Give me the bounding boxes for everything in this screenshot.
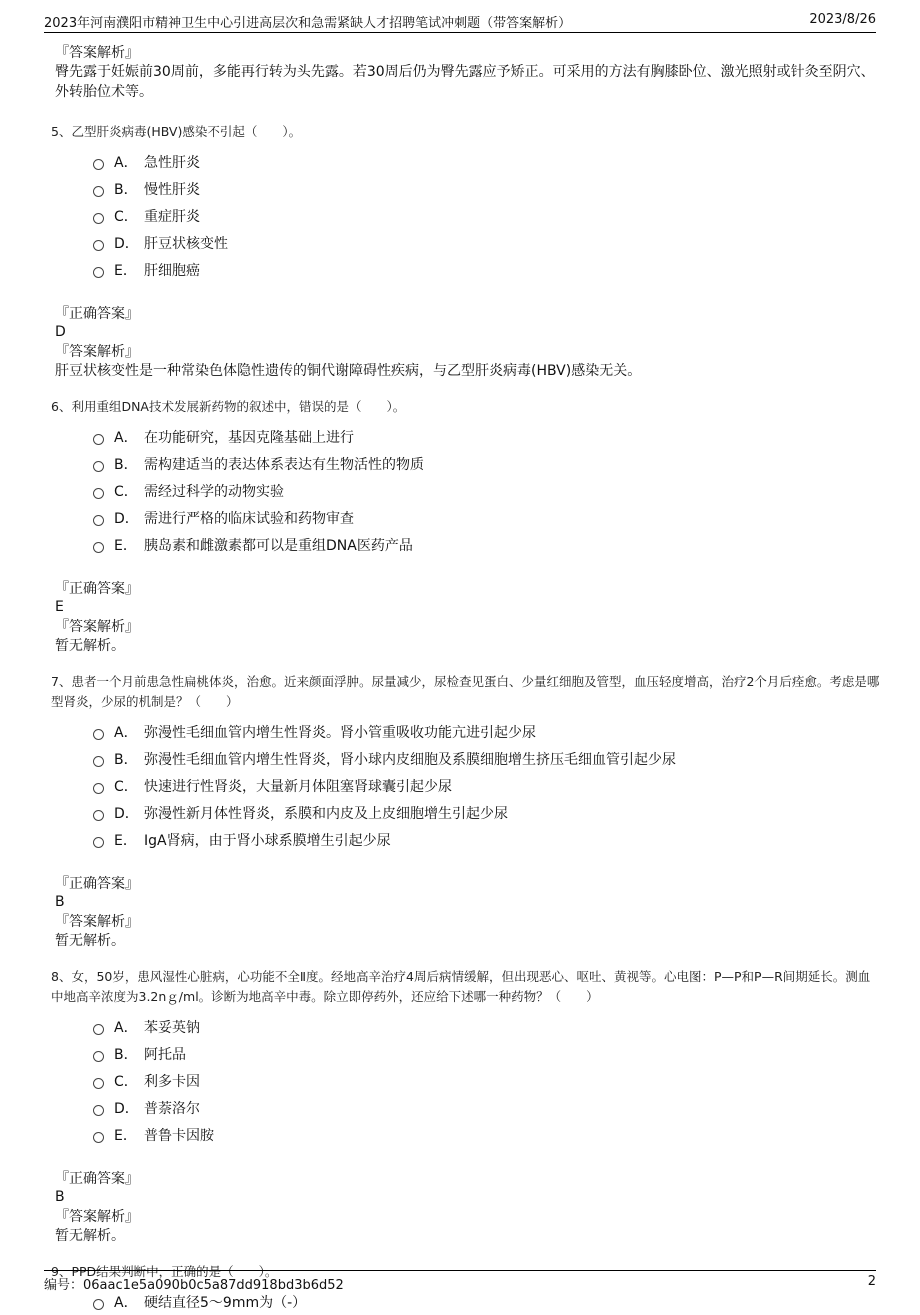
option-item[interactable]: A． 弥漫性毛细血管内增生性肾炎。肾小管重吸收功能亢进引起少尿 — [93, 718, 881, 745]
radio-icon[interactable] — [93, 461, 104, 472]
option-item[interactable]: C． 需经过科学的动物实验 — [93, 477, 881, 504]
option-item[interactable]: B． 需构建适当的表达体系表达有生物活性的物质 — [93, 450, 881, 477]
radio-icon[interactable] — [93, 515, 104, 526]
page-header — [44, 10, 876, 33]
option-item[interactable]: B． 阿托品 — [93, 1040, 881, 1067]
radio-icon[interactable] — [93, 1051, 104, 1062]
analysis-label: 『答案解析』 — [55, 914, 139, 930]
option-list — [93, 423, 881, 558]
option-item[interactable]: C． 重症肝炎 — [93, 202, 881, 229]
document-body — [51, 44, 881, 1315]
analysis-text: 肝豆状核变性是一种常染色体隐性遗传的铜代谢障碍性疾病，与乙型肝炎病毒(HBV)感染无关。 — [55, 363, 642, 379]
radio-icon[interactable] — [93, 837, 104, 848]
radio-icon[interactable] — [93, 240, 104, 251]
document-date: 2023/8/26 — [809, 12, 876, 27]
document-title: 2023年河南濮阳市精神卫生中心引进高层次和急需紧缺人才招聘笔试冲刺题（带答案解析） — [44, 16, 572, 31]
answer-value: B — [55, 894, 65, 910]
page-number: 2 — [867, 1274, 876, 1289]
analysis-text: 暂无解析。 — [55, 1228, 125, 1244]
answer-value: E — [55, 599, 64, 615]
question-stem: 6、利用重组DNA技术发展新药物的叙述中，错误的是（ ）。 — [51, 399, 406, 414]
option-item[interactable]: E． 肝细胞癌 — [93, 256, 881, 283]
radio-icon[interactable] — [93, 783, 104, 794]
analysis-label: 『答案解析』 — [55, 1209, 139, 1225]
option-item[interactable]: E． 胰岛素和雌激素都可以是重组DNA医药产品 — [93, 531, 881, 558]
option-item[interactable]: A． 急性肝炎 — [93, 148, 881, 175]
radio-icon[interactable] — [93, 186, 104, 197]
option-item[interactable]: D． 弥漫性新月体性肾炎，系膜和内皮及上皮细胞增生引起少尿 — [93, 799, 881, 826]
answer-label: 『正确答案』 — [55, 581, 139, 597]
analysis-text: 臀先露于妊娠前30周前，多能再行转为头先露。若30周后仍为臀先露应予矫正。可采用的方法有胸膝卧位、激光照射或针灸至阴穴、外转胎位术等。 — [55, 64, 875, 100]
radio-icon[interactable] — [93, 1105, 104, 1116]
option-item[interactable]: E． 普鲁卡因胺 — [93, 1121, 881, 1148]
answer-label: 『正确答案』 — [55, 306, 139, 322]
option-item[interactable]: B． 慢性肝炎 — [93, 175, 881, 202]
radio-icon[interactable] — [93, 756, 104, 767]
analysis-label: 『答案解析』 — [55, 45, 139, 61]
analysis-text: 暂无解析。 — [55, 638, 125, 654]
radio-icon[interactable] — [93, 1078, 104, 1089]
option-item[interactable]: C． 利多卡因 — [93, 1067, 881, 1094]
question-stem: 8、女，50岁，患风湿性心脏病，心功能不全Ⅱ度。经地高辛治疗4周后病情缓解，但出现恶心、呕吐、黄视等。心电图：P—P和P—R间期延长。测血中地高辛浓度为3.2nｇ/ml。诊断为地高辛中毒。除立即停药外，还应给下述哪一种药物？（ ） — [51, 969, 871, 1004]
analysis-label: 『答案解析』 — [55, 619, 139, 635]
option-item[interactable]: D． 需进行严格的临床试验和药物审查 — [93, 504, 881, 531]
question-stem: 7、患者一个月前患急性扁桃体炎，治愈。近来颜面浮肿。尿量减少，尿检查见蛋白、少量红细胞及管型，血压轻度增高，治疗2个月后痊愈。考虑是哪型肾炎，少尿的机制是？（ ） — [51, 674, 880, 709]
option-item[interactable]: D． 普萘洛尔 — [93, 1094, 881, 1121]
option-item[interactable]: A． 苯妥英钠 — [93, 1013, 881, 1040]
question-stem: 9、PPD结果判断中，正确的是（ ）。 — [51, 1264, 278, 1279]
radio-icon[interactable] — [93, 267, 104, 278]
option-list — [93, 148, 881, 283]
radio-icon[interactable] — [93, 434, 104, 445]
radio-icon[interactable] — [93, 213, 104, 224]
option-item[interactable]: A． 在功能研究，基因克隆基础上进行 — [93, 423, 881, 450]
option-item[interactable]: A． 硬结直径5～9mm为（-） — [93, 1288, 881, 1315]
analysis-text: 暂无解析。 — [55, 933, 125, 949]
option-list — [93, 1013, 881, 1148]
option-item[interactable]: E． IgA肾病，由于肾小球系膜增生引起少尿 — [93, 826, 881, 853]
option-item[interactable]: B． 弥漫性毛细血管内增生性肾炎，肾小球内皮细胞及系膜细胞增生挤压毛细血管引起少尿 — [93, 745, 881, 772]
analysis-label: 『答案解析』 — [55, 344, 139, 360]
option-item[interactable]: C． 快速进行性肾炎，大量新月体阻塞肾球囊引起少尿 — [93, 772, 881, 799]
question-stem: 5、乙型肝炎病毒(HBV)感染不引起（ ）。 — [51, 124, 302, 139]
radio-icon[interactable] — [93, 1299, 104, 1310]
option-item[interactable]: D． 肝豆状核变性 — [93, 229, 881, 256]
option-list — [93, 718, 881, 853]
answer-label: 『正确答案』 — [55, 1171, 139, 1187]
radio-icon[interactable] — [93, 542, 104, 553]
radio-icon[interactable] — [93, 1024, 104, 1035]
radio-icon[interactable] — [93, 729, 104, 740]
radio-icon[interactable] — [93, 1132, 104, 1143]
answer-label: 『正确答案』 — [55, 876, 139, 892]
radio-icon[interactable] — [93, 488, 104, 499]
radio-icon[interactable] — [93, 810, 104, 821]
answer-value: B — [55, 1189, 65, 1205]
answer-value: D — [55, 324, 66, 340]
radio-icon[interactable] — [93, 159, 104, 170]
page-footer — [44, 1270, 876, 1293]
document-code: 编号：06aac1e5a090b0c5a87dd918bd3b6d52 — [44, 1278, 344, 1293]
